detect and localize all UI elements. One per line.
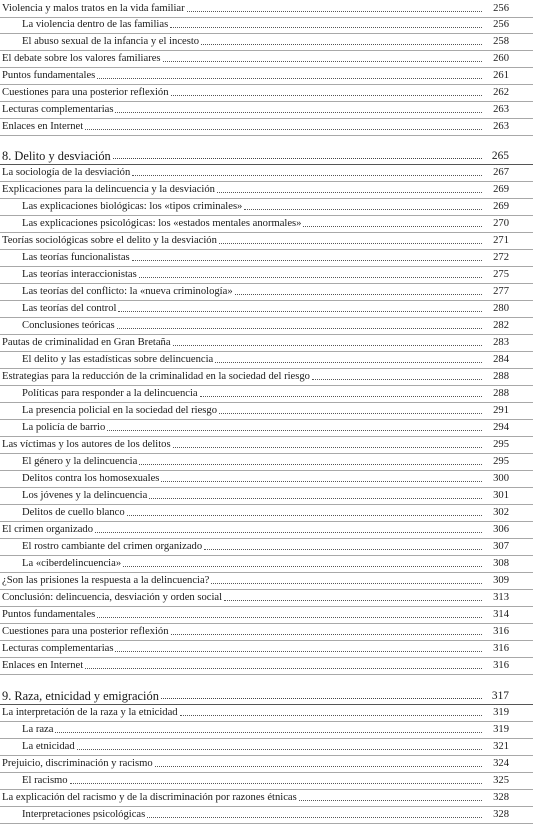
dot-leader: [215, 360, 482, 363]
toc-entry: [0, 591, 533, 607]
toc-entry-page: 309: [493, 575, 509, 586]
chapter-heading: [0, 688, 533, 705]
toc-entry-page: 261: [493, 70, 509, 81]
dot-leader: [217, 190, 482, 193]
toc-entry-page: 263: [493, 121, 509, 132]
toc-entry-title: La violencia dentro de las familias: [22, 19, 169, 30]
toc-entry-title: Conclusiones teóricas: [22, 320, 115, 331]
toc-entry-page: 316: [493, 626, 509, 637]
toc-entry-title: El debate sobre los valores familiares: [2, 53, 161, 64]
toc-entry-title: La etnicidad: [22, 741, 75, 752]
toc-entry-page: 269: [493, 184, 509, 195]
toc-entry-page: 288: [493, 371, 509, 382]
toc-entry-title: Las teorías funcionalistas: [22, 252, 130, 263]
toc-entry-title: Puntos fundamentales: [2, 70, 96, 81]
toc-entry-title: Lecturas complementarias: [2, 643, 114, 654]
toc-entry-page: 275: [493, 269, 509, 280]
toc-entry-title: El abuso sexual de la infancia y el incesto: [22, 36, 200, 47]
toc-entry-page: 277: [493, 286, 509, 297]
dot-leader: [211, 581, 482, 584]
toc-entry-page: 306: [493, 524, 509, 535]
toc-entry: [0, 35, 533, 51]
toc-entry-title: Las teorías interaccionistas: [22, 269, 137, 280]
toc-entry-page: 262: [493, 87, 509, 98]
toc-entry: [0, 183, 533, 199]
dot-leader: [55, 730, 482, 733]
toc-entry-title: Conclusión: delincuencia, desviación y orden social: [2, 592, 223, 603]
toc-entry-title: La interpretación de la raza y la etnicidad: [2, 707, 178, 718]
toc-entry-title: ¿Son las prisiones la respuesta a la delincuencia?: [2, 575, 210, 586]
dot-leader: [123, 564, 482, 567]
dot-leader: [204, 547, 482, 550]
toc-entry: [0, 387, 533, 403]
toc-entry: [0, 706, 533, 722]
dot-leader: [127, 513, 482, 516]
toc-entry-title: Prejuicio, discriminación y racismo: [2, 758, 153, 769]
toc-entry-page: 301: [493, 490, 509, 501]
toc-entry-page: 328: [493, 792, 509, 803]
toc-entry: [0, 455, 533, 471]
toc-entry: [0, 774, 533, 790]
toc-entry: [0, 302, 533, 318]
dot-leader: [200, 394, 482, 397]
dot-leader: [187, 9, 482, 12]
toc-entry-title: Las teorías del conflicto: la «nueva criminología»: [22, 286, 233, 297]
toc-entry: [0, 523, 533, 539]
toc-entry-page: 308: [493, 558, 509, 569]
toc-entry: [0, 319, 533, 335]
toc-entry: [0, 506, 533, 522]
dot-leader: [224, 598, 482, 601]
toc-entry-page: 256: [493, 19, 509, 30]
toc-entry-page: 270: [493, 218, 509, 229]
toc-entry: [0, 608, 533, 624]
dot-leader: [244, 207, 482, 210]
toc-entry-page: 265: [491, 150, 509, 162]
toc-entry-title: La policía de barrio: [22, 422, 106, 433]
toc-entry: [0, 103, 533, 119]
toc-entry-page: 317: [491, 690, 509, 702]
toc-entry-page: 291: [493, 405, 509, 416]
toc-entry-title: Enlaces en Internet: [2, 660, 84, 671]
dot-leader: [97, 76, 482, 79]
toc-entry-title: Las explicaciones biológicas: los «tipos criminales»: [22, 201, 243, 212]
toc-entry: [0, 791, 533, 807]
dot-leader: [113, 156, 482, 159]
dot-leader: [139, 462, 482, 465]
dot-leader: [163, 59, 482, 62]
toc-entry-page: 267: [493, 167, 509, 178]
dot-leader: [173, 445, 482, 448]
toc-entry-title: Cuestiones para una posterior reflexión: [2, 87, 169, 98]
dot-leader: [170, 25, 482, 28]
dot-leader: [115, 649, 482, 652]
toc-entry: [0, 404, 533, 420]
toc-entry: [0, 18, 533, 34]
toc-entry-title: El crimen organizado: [2, 524, 93, 535]
toc-entry-title: 8. Delito y desviación: [2, 149, 111, 163]
toc-entry-page: 325: [493, 775, 509, 786]
toc-entry-title: Teorías sociológicas sobre el delito y la desviación: [2, 235, 217, 246]
toc-entry-title: Explicaciones para la delincuencia y la desviación: [2, 184, 215, 195]
toc-entry-title: Puntos fundamentales: [2, 609, 96, 620]
toc-entry-page: 271: [493, 235, 509, 246]
dot-leader: [139, 275, 482, 278]
toc-entry-title: Los jóvenes y la delincuencia: [22, 490, 148, 501]
toc-entry: [0, 740, 533, 756]
toc-entry-page: 282: [493, 320, 509, 331]
dot-leader: [312, 377, 482, 380]
toc-entry-title: Las explicaciones psicológicas: los «estados mentales anormales»: [22, 218, 302, 229]
toc-entry-page: 295: [493, 456, 509, 467]
dot-leader: [107, 428, 482, 431]
dot-leader: [180, 713, 482, 716]
toc-entry-title: Interpretaciones psicológicas: [22, 809, 146, 820]
toc-entry-title: El delito y las estadísticas sobre delincuencia: [22, 354, 214, 365]
dot-leader: [147, 815, 482, 818]
dot-leader: [161, 696, 482, 699]
toc-entry-page: 258: [493, 36, 509, 47]
toc-entry-page: 260: [493, 53, 509, 64]
dot-leader: [149, 496, 482, 499]
toc-entry: [0, 166, 533, 182]
toc-entry: [0, 659, 533, 675]
toc-entry-title: Estrategias para la reducción de la criminalidad en la sociedad del riesgo: [2, 371, 310, 382]
toc-entry-page: 314: [493, 609, 509, 620]
toc-entry-page: 256: [493, 3, 509, 14]
toc-entry-title: 9. Raza, etnicidad y emigración: [2, 689, 159, 703]
toc-entry-page: 328: [493, 809, 509, 820]
toc-entry-page: 294: [493, 422, 509, 433]
toc-entry-page: 269: [493, 201, 509, 212]
toc-entry-page: 307: [493, 541, 509, 552]
dot-leader: [173, 343, 482, 346]
dot-leader: [235, 292, 482, 295]
toc-entry-page: 316: [493, 643, 509, 654]
toc-entry-page: 283: [493, 337, 509, 348]
toc-entry-page: 284: [493, 354, 509, 365]
dot-leader: [85, 127, 482, 130]
toc-entry: [0, 421, 533, 437]
dot-leader: [161, 479, 482, 482]
toc-entry: [0, 285, 533, 301]
toc-entry: [0, 52, 533, 68]
toc-entry-title: Las teorías del control: [22, 303, 117, 314]
toc-entry-title: El rostro cambiante del crimen organizado: [22, 541, 203, 552]
dot-leader: [201, 42, 482, 45]
toc-entry: [0, 557, 533, 573]
toc-entry: [0, 370, 533, 386]
toc-entry: [0, 472, 533, 488]
toc-entry: [0, 723, 533, 739]
dot-leader: [171, 632, 482, 635]
toc-entry-title: La explicación del racismo y de la discriminación por razones étnicas: [2, 792, 297, 803]
dot-leader: [219, 241, 482, 244]
toc-entry: [0, 757, 533, 773]
toc-entry: [0, 268, 533, 284]
toc-entry-title: Cuestiones para una posterior reflexión: [2, 626, 169, 637]
toc-entry-title: Políticas para responder a la delincuencia: [22, 388, 198, 399]
dot-leader: [95, 530, 482, 533]
toc-entry: [0, 808, 533, 824]
chapter-heading: [0, 148, 533, 165]
toc-entry: [0, 642, 533, 658]
dot-leader: [97, 615, 482, 618]
toc-entry-page: 319: [493, 707, 509, 718]
dot-leader: [155, 764, 482, 767]
toc-entry-title: La «ciberdelincuencia»: [22, 558, 122, 569]
dot-leader: [303, 224, 482, 227]
dot-leader: [85, 666, 482, 669]
dot-leader: [132, 173, 482, 176]
toc-entry-page: 321: [493, 741, 509, 752]
toc-entry: [0, 251, 533, 267]
toc-entry-title: Pautas de criminalidad en Gran Bretaña: [2, 337, 171, 348]
toc-entry-title: El género y la delincuencia: [22, 456, 138, 467]
dot-leader: [117, 326, 482, 329]
toc-entry: [0, 217, 533, 233]
toc-entry-title: La presencia policial en la sociedad del riesgo: [22, 405, 218, 416]
toc-entry: [0, 234, 533, 250]
toc-entry: [0, 540, 533, 556]
toc-entry-page: 319: [493, 724, 509, 735]
toc-entry-title: Enlaces en Internet: [2, 121, 84, 132]
toc-entry: [0, 489, 533, 505]
toc-entry: [0, 574, 533, 590]
toc-entry-title: El racismo: [22, 775, 68, 786]
dot-leader: [77, 747, 482, 750]
toc-entry: [0, 120, 533, 136]
dot-leader: [132, 258, 482, 261]
toc-entry: [0, 200, 533, 216]
toc-entry: [0, 353, 533, 369]
toc-entry-page: 316: [493, 660, 509, 671]
toc-entry: [0, 2, 533, 18]
toc-entry-title: Lecturas complementarias: [2, 104, 114, 115]
toc-entry: [0, 438, 533, 454]
toc-entry-page: 272: [493, 252, 509, 263]
dot-leader: [115, 110, 482, 113]
toc-entry: [0, 336, 533, 352]
dot-leader: [70, 781, 482, 784]
toc-entry-title: La raza: [22, 724, 54, 735]
toc-entry-page: 295: [493, 439, 509, 450]
dot-leader: [219, 411, 482, 414]
toc-entry-title: La sociología de la desviación: [2, 167, 131, 178]
toc-entry-page: 313: [493, 592, 509, 603]
dot-leader: [171, 93, 482, 96]
dot-leader: [118, 309, 482, 312]
toc-entry-page: 300: [493, 473, 509, 484]
toc-entry-page: 302: [493, 507, 509, 518]
toc-entry-page: 263: [493, 104, 509, 115]
toc-entry-page: 280: [493, 303, 509, 314]
toc-entry: [0, 69, 533, 85]
toc-entry-page: 288: [493, 388, 509, 399]
toc-entry-page: 324: [493, 758, 509, 769]
toc-entry-title: Las víctimas y los autores de los delitos: [2, 439, 171, 450]
toc-entry-title: Delitos de cuello blanco: [22, 507, 125, 518]
toc-entry: [0, 625, 533, 641]
toc-entry-title: Delitos contra los homosexuales: [22, 473, 160, 484]
toc-entry: [0, 86, 533, 102]
toc-entry-title: Violencia y malos tratos en la vida familiar: [2, 3, 185, 14]
